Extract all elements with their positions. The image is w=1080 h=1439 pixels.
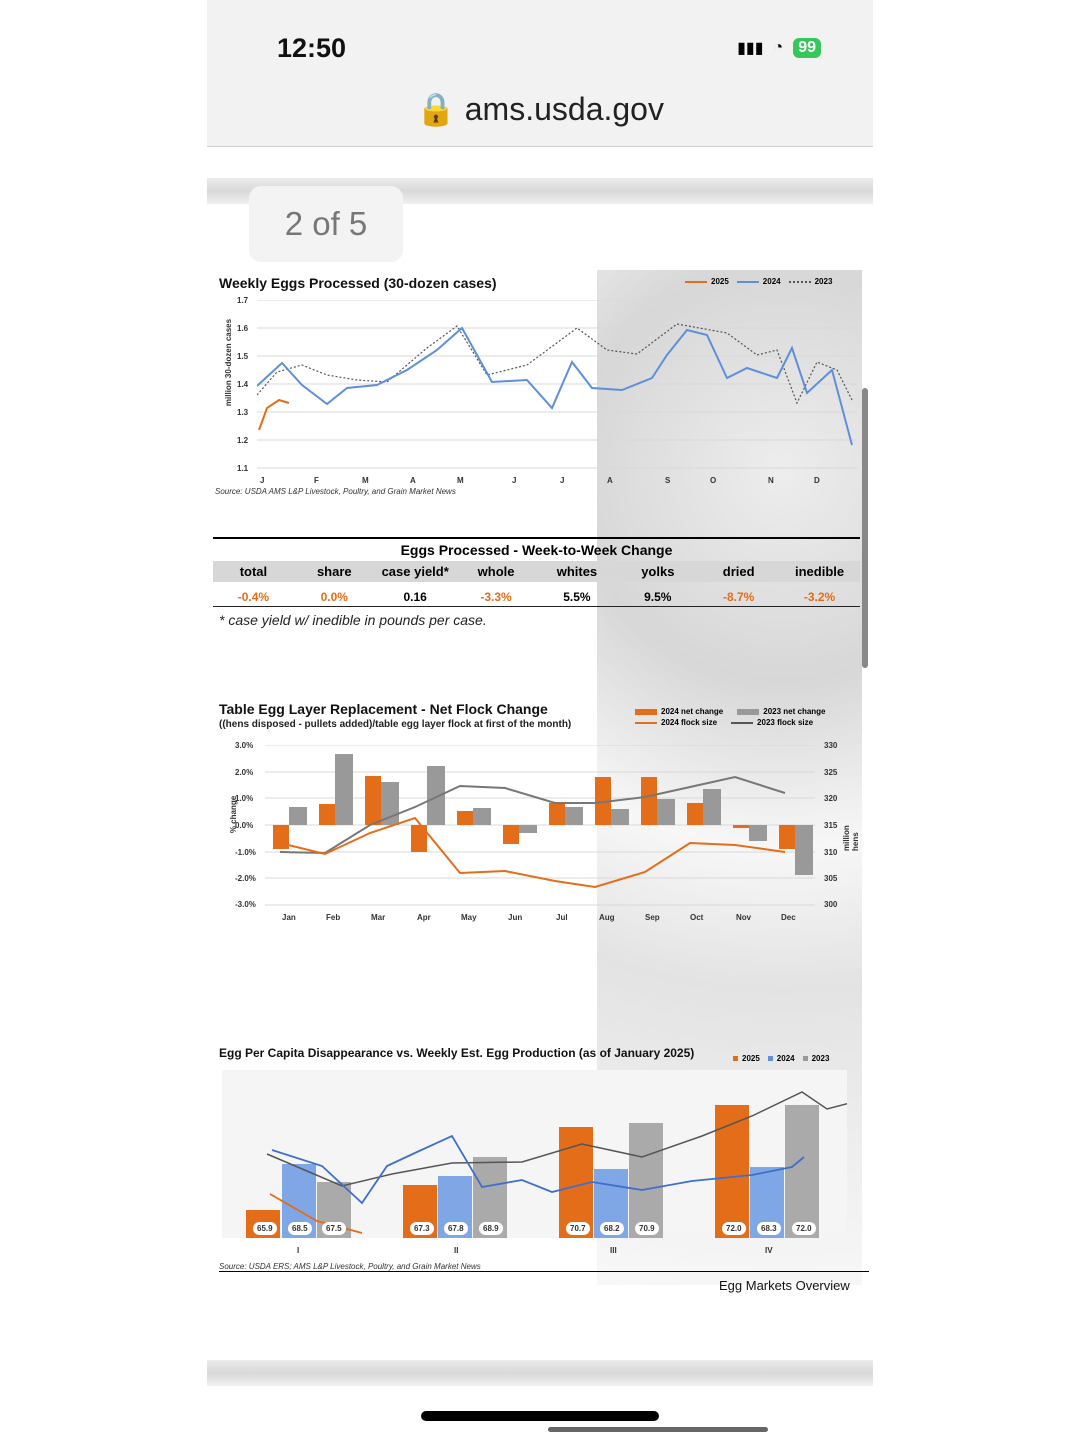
per-capita-title: Egg Per Capita Disappearance vs. Weekly Est. Egg Production (as of January 2025)	[219, 1046, 695, 1060]
chart1-source: Source: USDA AMS L&P Livestock, Poultry, and Grain Market News	[215, 487, 456, 496]
table-header: whole	[477, 564, 515, 579]
home-indicator[interactable]	[421, 1411, 659, 1421]
chart1-legend	[685, 277, 832, 286]
page-footer: Egg Markets Overview	[719, 1278, 850, 1293]
table-cell: -3.2%	[803, 590, 836, 604]
bar-value-label: 67.8	[444, 1222, 468, 1235]
table-header: total	[239, 564, 268, 579]
eggs-processed-table-title: Eggs Processed - Week-to-Week Change	[213, 537, 860, 561]
month-tick: D	[814, 476, 820, 485]
right-tick: 330	[824, 741, 838, 750]
legend-2025: 2025	[685, 277, 729, 286]
bar-q4-2025	[715, 1105, 749, 1238]
net-flock-subtitle: ((hens disposed - pullets added)/table egg layer flock at first of the month)	[219, 719, 572, 730]
table-header: share	[316, 564, 352, 579]
bar-value-label: 68.5	[288, 1222, 312, 1235]
series-2025	[259, 400, 289, 430]
chart1-grid	[257, 300, 857, 468]
chart2-y-left-label: % change	[229, 795, 239, 834]
bar-value-label: 70.9	[635, 1222, 659, 1235]
month-tick: A	[410, 476, 416, 485]
left-tick: 0.0%	[235, 821, 254, 830]
eggs-processed-table-header	[213, 561, 860, 582]
month-label: Dec	[781, 913, 796, 922]
weekly-eggs-chart	[257, 300, 862, 475]
series-2024	[257, 328, 852, 445]
bar-2023-jun	[519, 825, 537, 833]
month-label: Aug	[599, 913, 615, 922]
lock-icon: 🔒	[416, 91, 456, 127]
bar-2023-oct	[703, 789, 721, 825]
month-tick: N	[768, 476, 774, 485]
series-2023	[257, 324, 852, 403]
bar-2024-nov	[733, 825, 749, 828]
chart3-source: Source: USDA ERS; AMS L&P Livestock, Poultry, and Grain Market News	[219, 1262, 869, 1272]
bar-2023-may	[473, 808, 491, 825]
secondary-home-indicator	[548, 1427, 768, 1432]
month-label: May	[461, 913, 477, 922]
bar-value-label: 68.2	[600, 1222, 624, 1235]
table-cell: -8.7%	[723, 590, 755, 604]
left-tick: 3.0%	[235, 741, 254, 750]
bar-value-label: 65.9	[253, 1222, 277, 1235]
page-bottom-bar	[207, 1360, 873, 1386]
bar-value-label: 68.3	[757, 1222, 781, 1235]
legend-2025-bar: 2025	[733, 1054, 760, 1063]
month-tick: S	[665, 476, 671, 485]
bar-value-label: 68.9	[479, 1222, 503, 1235]
bar-q4-2023	[785, 1105, 819, 1238]
bar-2024-oct	[687, 803, 703, 825]
quarter-label: I	[297, 1246, 300, 1255]
chart1-y-tick: 1.3	[237, 408, 249, 417]
scrollbar[interactable]	[862, 388, 868, 668]
quarter-label: IV	[765, 1246, 773, 1255]
bar-2024-dec	[779, 825, 795, 849]
browser-header	[207, 0, 873, 147]
bar-2023-feb	[335, 754, 353, 825]
legend-2023: 2023	[789, 277, 833, 286]
bar-2024-jun	[503, 825, 519, 844]
bar-2024-sep	[641, 777, 657, 825]
month-tick: A	[607, 476, 613, 485]
legend-2024-bar: 2024	[768, 1054, 795, 1063]
month-tick: O	[710, 476, 717, 485]
table-header: inedible	[795, 564, 845, 579]
month-label: Feb	[326, 913, 341, 922]
quarter-label: II	[454, 1246, 459, 1255]
bar-2023-aug	[611, 809, 629, 825]
quarter-label: III	[610, 1246, 617, 1255]
month-label: Jan	[282, 913, 296, 922]
legend-2023-bar: 2023	[803, 1054, 830, 1063]
legend-2024-flock: 2024 flock size	[635, 718, 717, 727]
month-label: Apr	[417, 913, 431, 922]
month-label: Mar	[371, 913, 386, 922]
chart1-y-tick: 1.1	[237, 464, 249, 473]
table-header: dried	[722, 564, 755, 579]
bar-2024-mar	[365, 776, 381, 825]
right-tick: 310	[824, 848, 838, 857]
table-cell: 5.5%	[563, 590, 591, 604]
month-label: Nov	[736, 913, 752, 922]
net-flock-chart	[265, 745, 815, 907]
legend-2023-net: 2023 net change	[737, 707, 825, 716]
right-tick: 305	[824, 874, 838, 883]
table-footnote: * case yield w/ inedible in pounds per case.	[219, 612, 487, 628]
chart2-legend	[635, 707, 855, 727]
chart1-y-tick: 1.7	[237, 296, 249, 305]
bar-2024-may	[457, 811, 473, 825]
bar-2024-feb	[319, 804, 335, 825]
table-cell: 0.16	[403, 590, 427, 604]
table-cell: -3.3%	[480, 590, 512, 604]
status-time: 12:50	[277, 33, 347, 63]
bar-2023-jan	[289, 807, 307, 825]
wifi-icon: ◔	[773, 39, 784, 56]
chart1-y-tick: 1.6	[237, 324, 249, 333]
month-tick: M	[457, 476, 464, 485]
month-tick: J	[512, 476, 517, 485]
legend-2023-flock: 2023 flock size	[731, 718, 813, 727]
legend-2024-net: 2024 net change	[635, 707, 723, 716]
right-tick: 320	[824, 794, 838, 803]
month-tick: M	[362, 476, 369, 485]
left-tick: -2.0%	[235, 874, 256, 883]
right-tick: 325	[824, 768, 838, 777]
chart1-y-tick: 1.4	[237, 380, 249, 389]
per-capita-chart	[222, 1070, 847, 1245]
chart1-y-tick: 1.2	[237, 436, 249, 445]
table-cell: 9.5%	[644, 590, 672, 604]
bar-2023-jul	[565, 807, 583, 825]
chart3-legend	[733, 1054, 829, 1063]
table-header: case yield*	[381, 564, 449, 579]
net-flock-title: Table Egg Layer Replacement - Net Flock Change	[219, 701, 548, 717]
left-tick: 2.0%	[235, 768, 254, 777]
bar-2023-apr	[427, 766, 445, 825]
bar-2023-sep	[657, 799, 675, 825]
left-tick: 1.0%	[235, 794, 254, 803]
weekly-eggs-title: Weekly Eggs Processed (30-dozen cases)	[219, 275, 497, 291]
bar-q3-2023	[629, 1123, 663, 1238]
signal-icon: ▮▮▮	[737, 40, 764, 57]
bar-value-label: 72.0	[792, 1222, 816, 1235]
bar-value-label: 72.0	[722, 1222, 746, 1235]
bar-value-label: 67.3	[410, 1222, 434, 1235]
left-tick: -3.0%	[235, 900, 256, 909]
bar-2023-dec	[795, 825, 813, 875]
url-text: ams.usda.gov	[464, 91, 664, 127]
eggs-processed-table-row	[213, 588, 860, 607]
left-tick: -1.0%	[235, 848, 256, 857]
document-page	[207, 178, 873, 1388]
chart1-y-tick: 1.5	[237, 352, 249, 361]
month-label: Oct	[690, 913, 704, 922]
table-header: yolks	[641, 564, 675, 579]
right-tick: 300	[824, 900, 838, 909]
bar-value-label: 67.5	[322, 1222, 346, 1235]
right-tick: 315	[824, 821, 838, 830]
bar-value-label: 70.7	[566, 1222, 590, 1235]
chart2-y-right-label: million hens	[842, 825, 860, 851]
status-icons	[737, 38, 821, 58]
legend-2024: 2024	[737, 277, 781, 286]
month-label: Jul	[556, 913, 568, 922]
bar-2023-nov	[749, 825, 767, 841]
month-label: Sep	[645, 913, 660, 922]
month-tick: J	[560, 476, 565, 485]
table-cell: -0.4%	[237, 590, 270, 604]
url-bar[interactable]	[207, 90, 873, 128]
battery-badge: 99	[793, 38, 821, 58]
table-cell: 0.0%	[320, 590, 348, 604]
month-label: Jun	[508, 913, 523, 922]
page-indicator: 2 of 5	[249, 186, 403, 262]
month-tick: J	[260, 476, 265, 485]
bar-2024-jul	[549, 803, 565, 825]
chart1-y-label: million 30-dozen cases	[224, 318, 234, 407]
table-header: whites	[556, 564, 598, 579]
month-tick: F	[314, 476, 319, 485]
